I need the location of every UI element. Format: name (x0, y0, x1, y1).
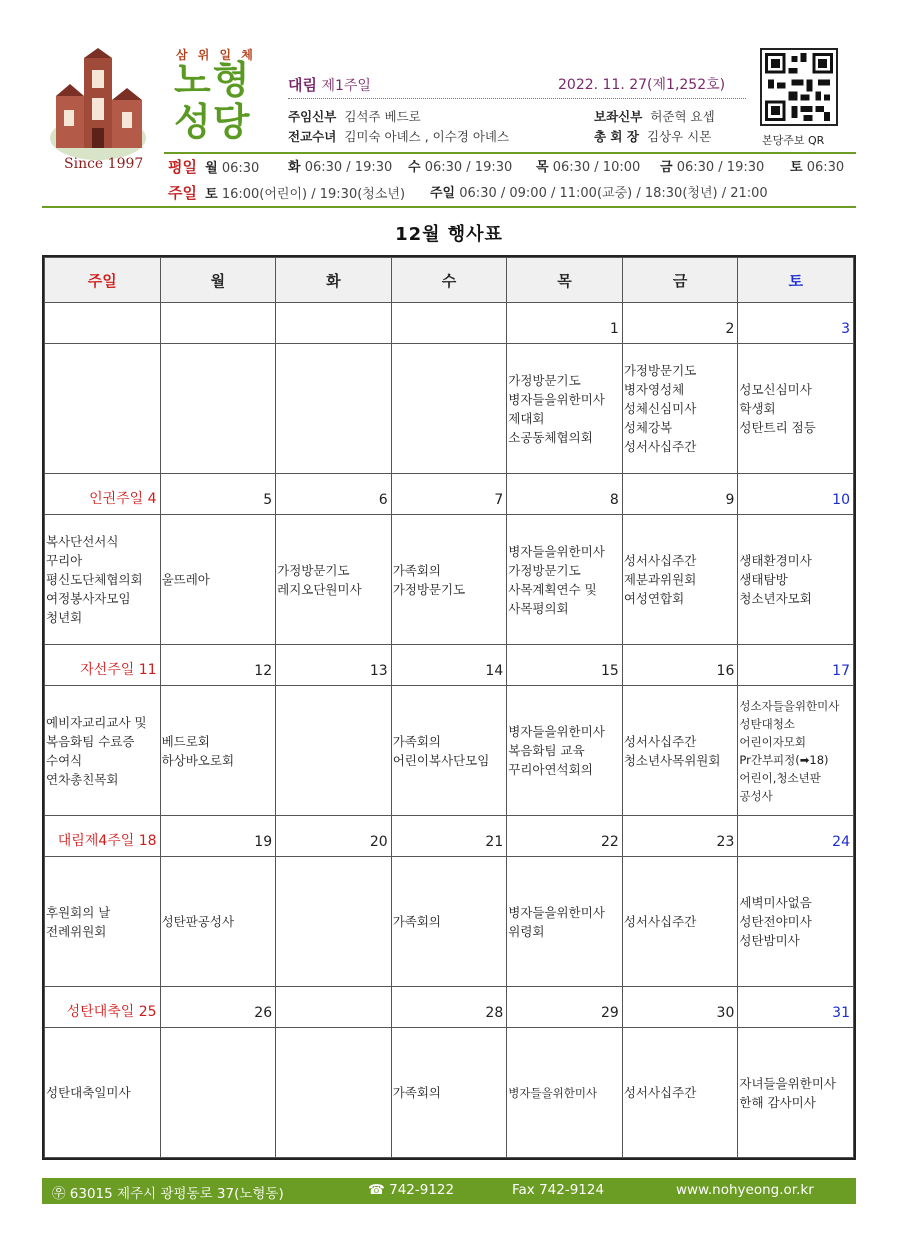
weekday-label: 평일 (168, 158, 197, 176)
event-item: 꾸리아 (46, 553, 83, 568)
calendar-body (45, 303, 854, 1158)
date-number: 31 (738, 987, 854, 1028)
date-number: 인권주일 4 (45, 474, 161, 515)
day-events-cell (391, 686, 507, 816)
day-events-cell (391, 515, 507, 645)
day-events-cell (507, 344, 623, 474)
event-item: 후원회의 날 (46, 904, 111, 920)
events-row (45, 515, 854, 645)
day-events-cell (738, 515, 854, 645)
event-item: 성체강복 (623, 420, 673, 435)
event-item: 병자영성체 (623, 382, 685, 397)
event-item: 성탄트리 점등 (739, 420, 816, 435)
day-events-cell (276, 1028, 392, 1158)
event-item: 울뜨레아 (161, 572, 210, 587)
calendar-table (44, 257, 854, 1158)
parish-motto: 삼 위 일 체 (176, 48, 256, 62)
weekday-header: 토 (738, 258, 854, 303)
event-item: 성서사십주간 (623, 733, 697, 749)
event-item: 병자들을위한미사 (508, 904, 605, 920)
president-label: 총 회 장 (594, 129, 639, 144)
event-item: 생태탐방 (739, 572, 788, 587)
event-item: 평신도단체협의회 (46, 572, 143, 587)
parish-name-line2: 성당 (174, 100, 252, 144)
date-number: 29 (507, 987, 623, 1028)
event-item: 전례위원회 (46, 923, 107, 939)
contact-footer (42, 1178, 856, 1204)
date-number: 17 (738, 645, 854, 686)
event-item: 한해 감사미사 (739, 1094, 816, 1110)
event-item: 성탄대청소 (739, 716, 795, 731)
weekday-mass-schedule (168, 156, 259, 177)
assistant-label: 보좌신부 (594, 109, 643, 124)
day-events-cell (391, 857, 507, 987)
date-number: 15 (507, 645, 623, 686)
weekday-item: 월 06:30 (205, 161, 260, 176)
qr-label: 본당주보 QR (762, 134, 825, 147)
weekday-header: 목 (507, 258, 623, 303)
weekday-header: 수 (391, 258, 507, 303)
day-events-cell (45, 686, 161, 816)
date-number: 6 (276, 474, 392, 515)
date-number: 28 (391, 987, 507, 1028)
day-events-cell (507, 1028, 623, 1158)
weekday-item: 목 06:30 / 10:00 (536, 160, 641, 175)
date-number: 12 (160, 645, 276, 686)
date-number: 26 (160, 987, 276, 1028)
event-item: 수여식 (46, 752, 83, 768)
event-item: 어린이자모회 (739, 734, 807, 749)
day-events-cell (622, 515, 738, 645)
day-events-cell (738, 1028, 854, 1158)
date-number: 23 (622, 816, 738, 857)
date-number: 8 (507, 474, 623, 515)
event-calendar (42, 255, 856, 1160)
website-link[interactable]: www.nohyeong.or.kr (676, 1182, 814, 1198)
date-number-row (45, 987, 854, 1028)
day-events-cell (622, 344, 738, 474)
event-item: 꾸리아연석회의 (508, 762, 593, 777)
qr-code-icon[interactable] (760, 48, 838, 126)
day-events-cell (507, 515, 623, 645)
pastor-name: 김석주 베드로 (344, 109, 421, 124)
date-number: 대림제4주일 18 (45, 816, 161, 857)
event-item: 가족회의 (392, 914, 441, 929)
event-item: 복사단선서식 (46, 534, 119, 549)
event-item: Pr간부피정(➡18) (739, 752, 829, 767)
event-item: 사목계획연수 및 (508, 581, 597, 597)
day-events-cell (160, 1028, 276, 1158)
event-item: 가족회의 (392, 562, 441, 578)
phone-number[interactable]: ☎ 742-9122 (368, 1182, 455, 1198)
day-events-cell (622, 1028, 738, 1158)
event-item: 성체신심미사 (623, 401, 697, 416)
events-row (45, 686, 854, 816)
day-events-cell (160, 515, 276, 645)
day-events-cell (507, 686, 623, 816)
event-item: 성서사십주간 (623, 914, 697, 929)
season-name: 대림 (288, 76, 317, 94)
weekday-header-row (45, 258, 854, 303)
event-item: 복음화팀 수료증 (46, 733, 135, 749)
weekday-item: 토 06:30 (790, 160, 845, 175)
postal-address: ㉾ 63015 제주시 광평동로 37(노형동) (52, 1186, 284, 1202)
day-events-cell (738, 857, 854, 987)
event-item: 어린이복사단모임 (392, 752, 490, 768)
events-row (45, 344, 854, 474)
pastor-label: 주임신부 (288, 109, 337, 124)
day-events-cell (391, 1028, 507, 1158)
date-number-row (45, 816, 854, 857)
day-events-cell (622, 686, 738, 816)
event-item: 하상바오로회 (161, 752, 235, 768)
event-item: 성서사십주간 (623, 1085, 697, 1100)
assistant-info (594, 107, 715, 125)
event-item: 가정방문기도 (392, 581, 466, 597)
event-item: 청년회 (46, 610, 83, 625)
date-number (160, 303, 276, 344)
day-events-cell (738, 344, 854, 474)
weekday-item: 금 06:30 / 19:30 (660, 160, 765, 175)
day-events-cell (622, 857, 738, 987)
day-events-cell (276, 857, 392, 987)
weekday-header: 월 (160, 258, 276, 303)
event-item: 가족회의 (392, 1085, 441, 1100)
event-item: 공성사 (739, 788, 773, 803)
date-number: 1 (507, 303, 623, 344)
assistant-name: 허준혁 요셉 (650, 109, 715, 124)
event-item: 복음화팀 교육 (508, 743, 585, 758)
event-item: 병자들을위한미사 (508, 724, 605, 739)
event-item: 성탄대축일미사 (46, 1085, 131, 1100)
event-item: 가족회의 (392, 733, 441, 749)
president-info (594, 127, 711, 145)
date-number (45, 303, 161, 344)
date-number (276, 303, 392, 344)
day-events-cell (738, 686, 854, 816)
weekday-item: 수 06:30 / 19:30 (408, 160, 513, 175)
events-row (45, 857, 854, 987)
event-item: 여성연합회 (623, 591, 685, 606)
date-number: 2 (622, 303, 738, 344)
event-item: 소공동체협의회 (508, 429, 593, 445)
event-item: 병자들을위한미사 (508, 391, 605, 407)
event-item: 어린이,청소년판 (739, 770, 821, 785)
event-item: 성서사십주간 (623, 553, 697, 568)
event-item: 성탄전야미사 (739, 914, 812, 929)
date-number-row (45, 303, 854, 344)
date-number (391, 303, 507, 344)
events-row (45, 1028, 854, 1158)
bulletin-header (42, 40, 856, 210)
event-item: 성모신심미사 (739, 382, 812, 397)
weekday-header: 금 (622, 258, 738, 303)
pastor-info (288, 107, 421, 125)
day-events-cell (45, 344, 161, 474)
bulletin-date: 2022. 11. 27(제1,252호) (558, 77, 726, 93)
event-item: 자녀들을위한미사 (739, 1075, 836, 1091)
sunday-mass-schedule: 주일 토 16:00(어린이) / 19:30(청소년) (168, 184, 406, 202)
day-events-cell (45, 1028, 161, 1158)
day-events-cell (391, 344, 507, 474)
day-events-cell (160, 344, 276, 474)
parish-name-line1: 노형 (174, 58, 252, 102)
event-item: 병자들을위한미사 (508, 1085, 598, 1100)
church-building-icon (48, 48, 148, 160)
date-number: 3 (738, 303, 854, 344)
schedule-divider (164, 152, 856, 154)
date-number: 30 (622, 987, 738, 1028)
weekday-item: 화 06:30 / 19:30 (288, 160, 393, 175)
day-events-cell (276, 344, 392, 474)
event-item: 성서사십주간 (623, 439, 697, 454)
sister-info (288, 127, 509, 145)
date-number: 자선주일 11 (45, 645, 161, 686)
day-events-cell (276, 686, 392, 816)
date-number: 성탄대축일 25 (45, 987, 161, 1028)
event-item: 병자들을위한미사 (508, 543, 605, 559)
sister-names: 김미숙 아녜스 , 이수경 아녜스 (344, 129, 510, 144)
fax-number: Fax 742-9124 (512, 1182, 605, 1198)
day-events-cell (160, 686, 276, 816)
weekday-header: 화 (276, 258, 392, 303)
president-name: 김상우 시몬 (646, 129, 712, 144)
date-number: 16 (622, 645, 738, 686)
event-item: 가정방문기도 (508, 372, 581, 388)
since-year: Since 1997 (64, 156, 144, 172)
event-item: 가정방문기도 (623, 363, 697, 378)
header-bottom-divider (42, 206, 856, 208)
date-number: 20 (276, 816, 392, 857)
event-item: 성탄밤미사 (739, 933, 800, 948)
event-item: 청소년자모회 (739, 591, 812, 606)
event-item: 여정봉사자모임 (46, 591, 131, 606)
event-item: 생태환경미사 (739, 553, 812, 568)
sunday-mass-times: 주일 06:30 / 09:00 / 11:00(교중) / 18:30(청년) / 21:00 (430, 186, 768, 201)
dotted-divider (288, 98, 746, 99)
sunday-label: 주일 (168, 184, 197, 202)
event-item: 사목평의회 (508, 600, 569, 616)
date-number: 19 (160, 816, 276, 857)
event-item: 가정방문기도 (508, 562, 581, 578)
event-item: 레지오단원미사 (277, 581, 362, 597)
event-item: 제대회 (508, 410, 545, 426)
event-item: 세벽미사없음 (739, 895, 812, 910)
date-number: 14 (391, 645, 507, 686)
date-number (276, 987, 392, 1028)
date-number: 21 (391, 816, 507, 857)
season-week: 제1주일 (321, 78, 371, 94)
event-item: 학생회 (739, 401, 776, 416)
day-events-cell (45, 857, 161, 987)
sister-label: 전교수녀 (288, 129, 337, 144)
date-number: 22 (507, 816, 623, 857)
date-number: 5 (160, 474, 276, 515)
event-item: 베드로회 (161, 733, 210, 749)
date-number: 7 (391, 474, 507, 515)
calendar-title: 12월 행사표 (395, 224, 503, 245)
day-events-cell (507, 857, 623, 987)
date-number: 24 (738, 816, 854, 857)
date-number-row (45, 645, 854, 686)
event-item: 연차총친목회 (46, 771, 119, 787)
event-item: 가정방문기도 (277, 562, 350, 578)
event-item: 청소년사목위원회 (623, 752, 721, 768)
liturgical-season (288, 74, 371, 95)
date-number-row (45, 474, 854, 515)
date-number: 10 (738, 474, 854, 515)
event-item: 위령회 (508, 923, 545, 939)
event-item: 제분과위원회 (623, 572, 697, 587)
day-events-cell (160, 857, 276, 987)
event-item: 성소자들을위한미사 (739, 698, 840, 713)
event-item: 예비자교리교사 및 (46, 714, 147, 730)
day-events-cell (45, 515, 161, 645)
date-number: 9 (622, 474, 738, 515)
day-events-cell (276, 515, 392, 645)
event-item: 성탄판공성사 (161, 914, 235, 929)
weekday-header: 주일 (45, 258, 161, 303)
date-number: 13 (276, 645, 392, 686)
